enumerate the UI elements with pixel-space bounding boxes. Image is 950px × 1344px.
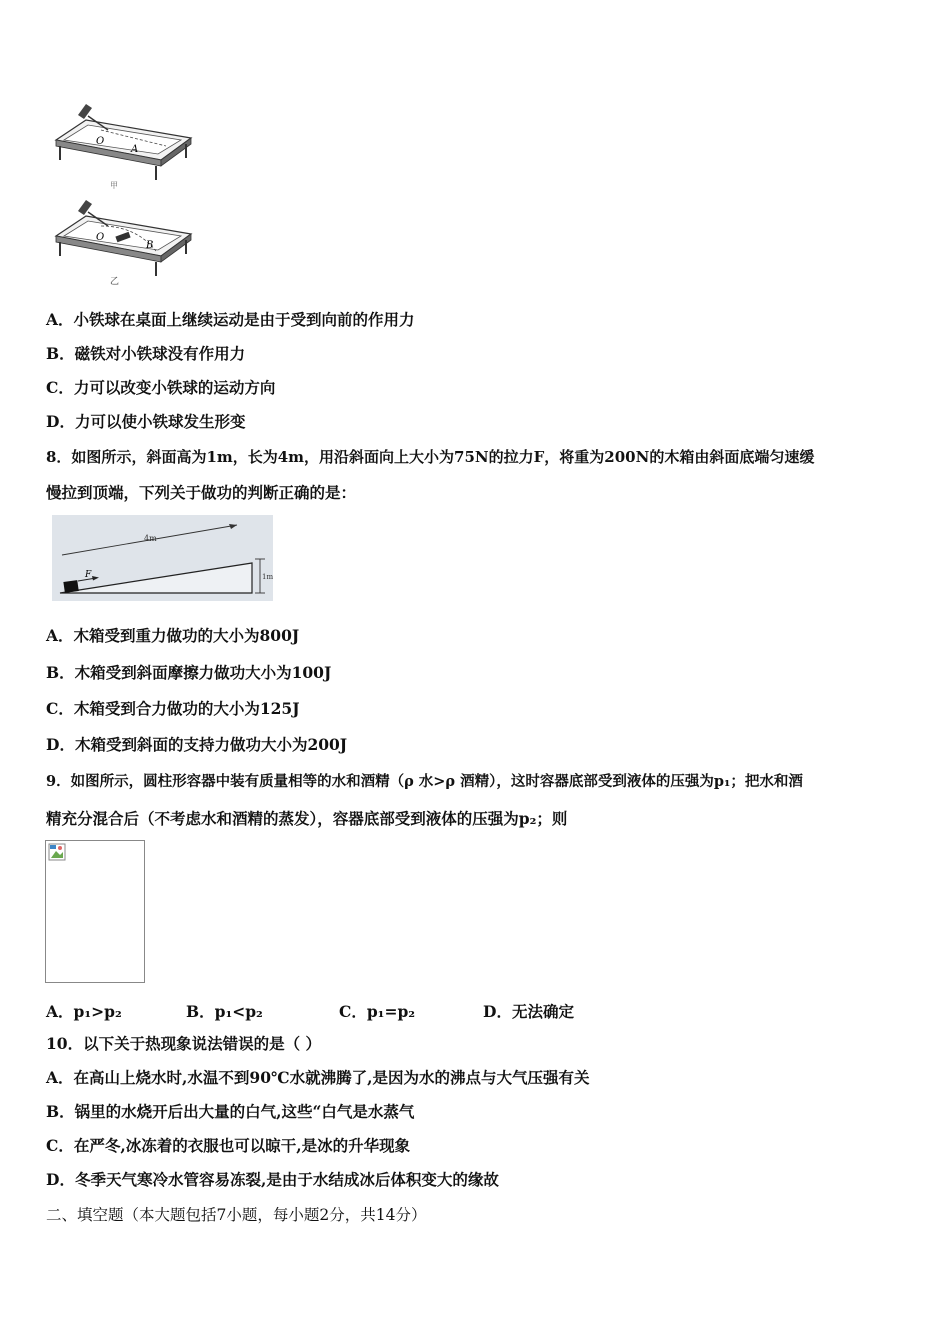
q10-option-a: A．在高山上烧水时,水温不到90℃水就沸腾了,是因为水的沸点与大气压强有关 (46, 1068, 590, 1087)
q10-option-b: B．锅里的水烧开后出大量的白气,这些“白气是水蒸气 (46, 1102, 415, 1121)
q9-option-d: D．无法确定 (483, 1002, 574, 1021)
section-2-heading: 二、填空题（本大题包括7小题，每小题2分，共14分） (46, 1206, 427, 1224)
caption-a: 甲 (110, 181, 118, 190)
q7-option-d: D．力可以使小铁球发生形变 (46, 412, 246, 431)
q8-option-c: C．木箱受到合力做功的大小为125J (46, 699, 300, 718)
length-label: 4m (144, 534, 157, 543)
q9-option-a: A．p₁>p₂ (46, 1002, 122, 1021)
broken-image-placeholder (45, 840, 145, 983)
incline-figure (52, 515, 273, 601)
label-b: B (146, 240, 154, 251)
q8-option-b: B．木箱受到斜面摩擦力做功大小为100J (46, 663, 332, 682)
broken-image-icon (48, 843, 66, 861)
table-figure-a (46, 100, 196, 190)
q9-option-b: B．p₁<p₂ (186, 1002, 263, 1021)
label-o-b: O (96, 232, 105, 243)
q8-option-a: A．木箱受到重力做功的大小为800J (46, 626, 300, 645)
q7-option-c: C．力可以改变小铁球的运动方向 (46, 378, 276, 397)
q8-option-d: D．木箱受到斜面的支持力做功大小为200J (46, 735, 348, 754)
q9-stem-line1: 9．如图所示，圆柱形容器中装有质量相等的水和酒精（ρ 水>ρ 酒精），这时容器底部受到液体的压强为p₁；把水和酒 (46, 773, 803, 790)
q9-option-c: C．p₁=p₂ (339, 1002, 416, 1021)
q8-stem-line1: 8．如图所示，斜面高为1m，长为4m，用沿斜面向上大小为75N的拉力F，将重为200N的木箱由斜面底端匀速缓 (46, 448, 815, 466)
q10-option-d: D．冬季天气寒冷水管容易冻裂,是由于水结成冰后体积变大的缘故 (46, 1170, 499, 1189)
q10-option-c: C．在严冬,冰冻着的衣服也可以晾干,是冰的升华现象 (46, 1136, 411, 1155)
label-a: A (131, 144, 139, 155)
q7-option-a: A．小铁球在桌面上继续运动是由于受到向前的作用力 (46, 310, 415, 329)
q10-stem: 10．以下关于热现象说法错误的是（ ） (46, 1034, 321, 1053)
q9-stem-line2: 精充分混合后（不考虑水和酒精的蒸发），容器底部受到液体的压强为p₂；则 (46, 809, 568, 828)
table-figure-b (46, 196, 196, 288)
q8-stem-line2: 慢拉到顶端，下列关于做功的判断正确的是： (46, 483, 357, 502)
q7-option-b: B．磁铁对小铁球没有作用力 (46, 344, 246, 363)
force-label: F (85, 570, 92, 580)
label-o-a: O (96, 136, 105, 147)
caption-b: 乙 (110, 277, 120, 287)
height-label: 1m (262, 573, 273, 581)
